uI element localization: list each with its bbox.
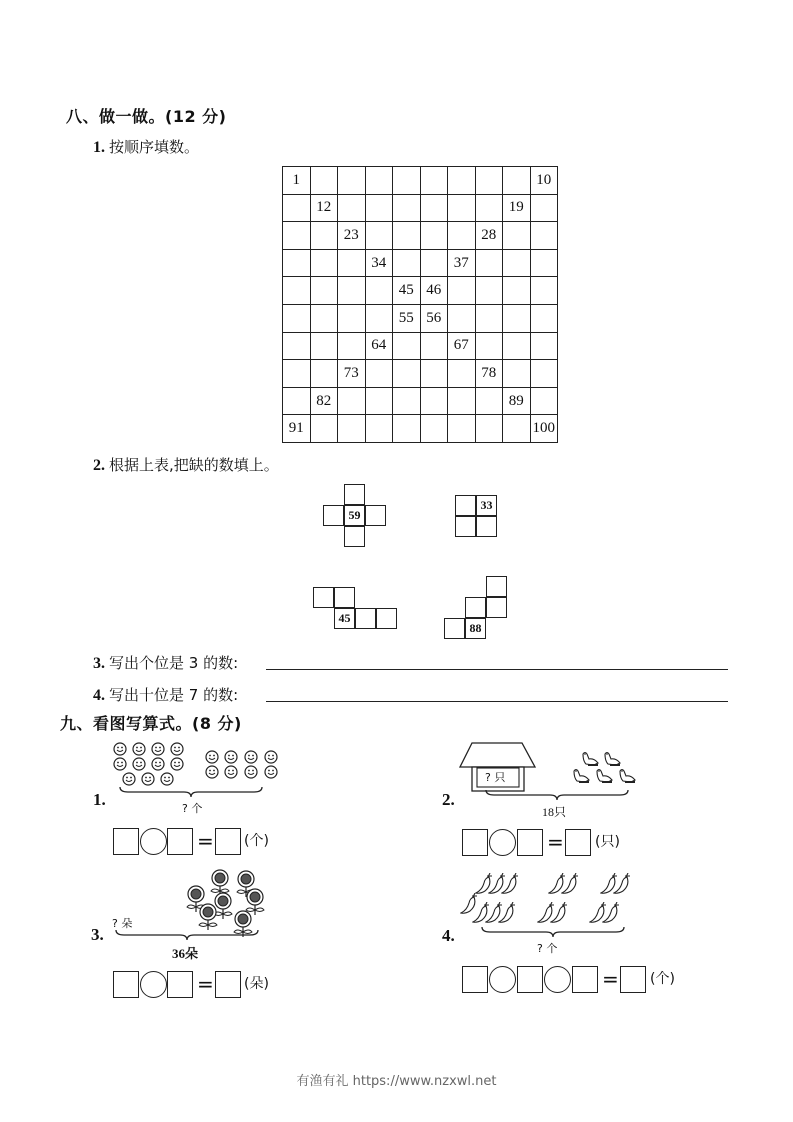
given-cell: 37 bbox=[448, 249, 476, 277]
smiley-icon bbox=[132, 742, 146, 756]
question-text: 写出个位是 3 的数: bbox=[109, 654, 239, 672]
answer-cell[interactable] bbox=[338, 167, 366, 195]
answer-cell[interactable] bbox=[475, 194, 503, 222]
chart-row bbox=[283, 194, 558, 222]
answer-cell[interactable] bbox=[465, 597, 486, 618]
answer-cell[interactable] bbox=[420, 360, 448, 388]
answer-box[interactable] bbox=[215, 828, 241, 855]
smiley-icon bbox=[151, 742, 165, 756]
answer-cell[interactable] bbox=[338, 194, 366, 222]
answer-cell[interactable] bbox=[475, 415, 503, 443]
answer-cell[interactable] bbox=[283, 277, 311, 305]
given-cell: 88 bbox=[465, 618, 486, 639]
answer-cell[interactable] bbox=[503, 360, 531, 388]
answer-cell[interactable] bbox=[503, 222, 531, 250]
answer-cell[interactable] bbox=[503, 415, 531, 443]
answer-cell[interactable] bbox=[475, 332, 503, 360]
answer-cell[interactable] bbox=[448, 415, 476, 443]
chart-row bbox=[283, 387, 558, 415]
given-cell: 59 bbox=[344, 505, 365, 526]
unknown-label: ? 个 bbox=[537, 942, 558, 955]
answer-cell[interactable] bbox=[503, 304, 531, 332]
answer-cell[interactable] bbox=[486, 597, 507, 618]
chart-row bbox=[283, 360, 558, 388]
unknown-label: ? 个 bbox=[182, 802, 203, 815]
given-cell: 28 bbox=[475, 222, 503, 250]
bird-icon bbox=[594, 768, 614, 784]
smiley-icon bbox=[170, 757, 184, 771]
answer-cell[interactable] bbox=[338, 332, 366, 360]
answer-cell[interactable] bbox=[448, 222, 476, 250]
operator-circle[interactable] bbox=[489, 966, 516, 993]
brace-icon bbox=[118, 786, 264, 798]
unknown-label: ? 朵 bbox=[112, 917, 133, 930]
smiley-icon bbox=[160, 772, 174, 786]
answer-cell[interactable] bbox=[530, 304, 558, 332]
answer-cell[interactable] bbox=[283, 222, 311, 250]
chart-row bbox=[283, 332, 558, 360]
chart-row bbox=[283, 222, 558, 250]
answer-cell[interactable] bbox=[365, 277, 393, 305]
given-cell: 34 bbox=[365, 249, 393, 277]
chart-row bbox=[283, 304, 558, 332]
answer-cell[interactable] bbox=[338, 415, 366, 443]
answer-cell[interactable] bbox=[475, 277, 503, 305]
pepper-icon bbox=[561, 873, 581, 895]
answer-cell[interactable] bbox=[503, 249, 531, 277]
chart-row bbox=[283, 167, 558, 195]
answer-cell[interactable] bbox=[475, 387, 503, 415]
pepper-icon bbox=[498, 902, 518, 924]
smiley-icon bbox=[205, 750, 219, 764]
answer-cell[interactable] bbox=[338, 277, 366, 305]
answer-cell[interactable] bbox=[475, 167, 503, 195]
answer-box[interactable] bbox=[167, 971, 193, 998]
total-label: 18只 bbox=[542, 805, 567, 819]
answer-cell[interactable] bbox=[393, 222, 421, 250]
answer-cell[interactable] bbox=[283, 332, 311, 360]
smiley-icon bbox=[205, 765, 219, 779]
given-cell: 56 bbox=[420, 304, 448, 332]
smiley-icon bbox=[151, 757, 165, 771]
given-cell: 10 bbox=[530, 167, 558, 195]
answer-cell[interactable] bbox=[448, 194, 476, 222]
given-cell: 67 bbox=[448, 332, 476, 360]
given-cell: 73 bbox=[338, 360, 366, 388]
answer-cell[interactable] bbox=[355, 608, 376, 629]
brace-icon bbox=[484, 789, 630, 801]
answer-cell[interactable] bbox=[393, 415, 421, 443]
question-2 bbox=[93, 454, 279, 475]
question-text: 按顺序填数。 bbox=[109, 138, 200, 156]
pepper-icon bbox=[613, 873, 633, 895]
answer-cell[interactable] bbox=[448, 167, 476, 195]
smiley-icon bbox=[224, 750, 238, 764]
unit-label: (只) bbox=[595, 834, 620, 850]
answer-cell[interactable] bbox=[420, 332, 448, 360]
answer-cell[interactable] bbox=[334, 587, 355, 608]
smiley-icon bbox=[224, 765, 238, 779]
answer-cell[interactable] bbox=[365, 304, 393, 332]
answer-cell[interactable] bbox=[310, 360, 338, 388]
given-cell: 19 bbox=[503, 194, 531, 222]
question-text: 根据上表,把缺的数填上。 bbox=[109, 456, 279, 474]
answer-cell[interactable] bbox=[455, 516, 476, 537]
given-cell: 23 bbox=[338, 222, 366, 250]
answer-cell[interactable] bbox=[530, 332, 558, 360]
answer-cell[interactable] bbox=[393, 360, 421, 388]
flower-icon bbox=[197, 903, 219, 931]
answer-cell[interactable] bbox=[393, 387, 421, 415]
answer-line-4[interactable] bbox=[266, 701, 728, 702]
smiley-icon bbox=[113, 757, 127, 771]
answer-cell[interactable] bbox=[310, 167, 338, 195]
given-cell: 45 bbox=[334, 608, 355, 629]
problem-number: 3. bbox=[91, 925, 104, 944]
answer-cell[interactable] bbox=[420, 167, 448, 195]
given-cell: 1 bbox=[283, 167, 311, 195]
question-3 bbox=[93, 652, 238, 673]
smiley-icon bbox=[132, 757, 146, 771]
question-number: 2. bbox=[93, 457, 105, 474]
question-1 bbox=[93, 136, 199, 157]
given-cell: 91 bbox=[283, 415, 311, 443]
given-cell: 55 bbox=[393, 304, 421, 332]
unit-label: (个) bbox=[650, 971, 675, 987]
operator-circle[interactable] bbox=[140, 971, 167, 998]
question-number: 4. bbox=[93, 687, 105, 704]
answer-cell[interactable] bbox=[310, 415, 338, 443]
answer-box[interactable] bbox=[565, 829, 591, 856]
answer-box[interactable] bbox=[462, 966, 488, 993]
answer-cell[interactable] bbox=[376, 608, 397, 629]
answer-cell[interactable] bbox=[310, 304, 338, 332]
footer-watermark: 有渔有礼 https://www.nzxwl.net bbox=[296, 1074, 497, 1089]
bird-icon bbox=[571, 768, 591, 784]
smiley-icon bbox=[141, 772, 155, 786]
answer-box[interactable] bbox=[620, 966, 646, 993]
answer-box[interactable] bbox=[113, 828, 139, 855]
given-cell: 78 bbox=[475, 360, 503, 388]
house-icon bbox=[458, 741, 538, 793]
brace-icon bbox=[114, 929, 260, 941]
answer-cell[interactable] bbox=[530, 194, 558, 222]
answer-cell[interactable] bbox=[448, 360, 476, 388]
equals-sign: = bbox=[197, 829, 214, 853]
answer-cell[interactable] bbox=[475, 249, 503, 277]
pepper-icon bbox=[602, 902, 622, 924]
answer-cell[interactable] bbox=[365, 415, 393, 443]
question-number: 1. bbox=[93, 139, 105, 156]
equals-sign: = bbox=[602, 967, 619, 991]
given-cell: 45 bbox=[393, 277, 421, 305]
answer-cell[interactable] bbox=[420, 387, 448, 415]
answer-cell[interactable] bbox=[310, 277, 338, 305]
smiley-icon bbox=[170, 742, 184, 756]
answer-cell[interactable] bbox=[503, 277, 531, 305]
question-number: 3. bbox=[93, 655, 105, 672]
answer-cell[interactable] bbox=[393, 332, 421, 360]
answer-cell[interactable] bbox=[323, 505, 344, 526]
answer-cell[interactable] bbox=[444, 618, 465, 639]
total-label: 36朵 bbox=[172, 946, 199, 961]
answer-cell[interactable] bbox=[310, 222, 338, 250]
answer-cell[interactable] bbox=[283, 249, 311, 277]
answer-cell[interactable] bbox=[365, 505, 386, 526]
answer-cell[interactable] bbox=[338, 249, 366, 277]
answer-cell[interactable] bbox=[420, 249, 448, 277]
answer-cell[interactable] bbox=[344, 484, 365, 505]
section-8-title: 八、做一做。(12 分) bbox=[66, 107, 227, 126]
smiley-icon bbox=[244, 750, 258, 764]
answer-cell[interactable] bbox=[503, 332, 531, 360]
answer-cell[interactable] bbox=[283, 304, 311, 332]
given-cell: 12 bbox=[310, 194, 338, 222]
answer-cell[interactable] bbox=[393, 194, 421, 222]
pepper-icon bbox=[550, 902, 570, 924]
answer-cell[interactable] bbox=[448, 304, 476, 332]
answer-cell[interactable] bbox=[530, 277, 558, 305]
answer-cell[interactable] bbox=[393, 249, 421, 277]
answer-box[interactable] bbox=[167, 828, 193, 855]
smiley-icon bbox=[264, 750, 278, 764]
answer-cell[interactable] bbox=[503, 167, 531, 195]
answer-box[interactable] bbox=[517, 966, 543, 993]
answer-cell[interactable] bbox=[283, 387, 311, 415]
answer-cell[interactable] bbox=[365, 194, 393, 222]
answer-cell[interactable] bbox=[283, 360, 311, 388]
answer-cell[interactable] bbox=[530, 360, 558, 388]
answer-line-3[interactable] bbox=[266, 669, 728, 670]
smiley-icon bbox=[122, 772, 136, 786]
equals-sign: = bbox=[547, 830, 564, 854]
answer-cell[interactable] bbox=[530, 387, 558, 415]
question-4 bbox=[93, 684, 238, 705]
given-cell: 89 bbox=[503, 387, 531, 415]
smiley-icon bbox=[264, 765, 278, 779]
answer-cell[interactable] bbox=[448, 277, 476, 305]
given-cell: 46 bbox=[420, 277, 448, 305]
bird-icon bbox=[617, 768, 637, 784]
question-text: 写出十位是 7 的数: bbox=[109, 686, 239, 704]
answer-cell[interactable] bbox=[530, 249, 558, 277]
answer-box[interactable] bbox=[517, 829, 543, 856]
operator-circle[interactable] bbox=[489, 829, 516, 856]
answer-cell[interactable] bbox=[338, 387, 366, 415]
unit-label: (朵) bbox=[244, 976, 269, 992]
chart-row bbox=[283, 415, 558, 443]
answer-cell[interactable] bbox=[310, 249, 338, 277]
answer-box[interactable] bbox=[113, 971, 139, 998]
answer-cell[interactable] bbox=[486, 576, 507, 597]
answer-cell[interactable] bbox=[365, 387, 393, 415]
answer-box[interactable] bbox=[462, 829, 488, 856]
operator-circle[interactable] bbox=[544, 966, 571, 993]
section-9-title: 九、看图写算式。(8 分) bbox=[60, 714, 242, 733]
given-cell: 82 bbox=[310, 387, 338, 415]
answer-cell[interactable] bbox=[313, 587, 334, 608]
smiley-icon bbox=[113, 742, 127, 756]
answer-cell[interactable] bbox=[420, 194, 448, 222]
bird-icon bbox=[602, 751, 622, 767]
answer-cell[interactable] bbox=[344, 526, 365, 547]
answer-box[interactable] bbox=[572, 966, 598, 993]
chart-row bbox=[283, 277, 558, 305]
answer-box[interactable] bbox=[215, 971, 241, 998]
brace-icon bbox=[480, 926, 626, 938]
bird-icon bbox=[580, 751, 600, 767]
chart-row bbox=[283, 249, 558, 277]
answer-cell[interactable] bbox=[365, 360, 393, 388]
house-label: ? 只 bbox=[485, 771, 506, 784]
given-cell: 33 bbox=[476, 495, 497, 516]
equals-sign: = bbox=[197, 972, 214, 996]
answer-cell[interactable] bbox=[476, 516, 497, 537]
answer-cell[interactable] bbox=[310, 332, 338, 360]
answer-cell[interactable] bbox=[283, 194, 311, 222]
smiley-icon bbox=[244, 765, 258, 779]
answer-cell[interactable] bbox=[475, 304, 503, 332]
answer-cell[interactable] bbox=[448, 387, 476, 415]
problem-number: 1. bbox=[93, 790, 106, 809]
answer-cell[interactable] bbox=[365, 167, 393, 195]
hundred-chart bbox=[282, 166, 558, 443]
answer-cell[interactable] bbox=[420, 415, 448, 443]
given-cell: 100 bbox=[530, 415, 558, 443]
answer-cell[interactable] bbox=[365, 222, 393, 250]
operator-circle[interactable] bbox=[140, 828, 167, 855]
pepper-icon bbox=[501, 873, 521, 895]
answer-cell[interactable] bbox=[420, 222, 448, 250]
unit-label: (个) bbox=[244, 833, 269, 849]
problem-number: 2. bbox=[442, 790, 455, 809]
answer-cell[interactable] bbox=[530, 222, 558, 250]
answer-cell[interactable] bbox=[455, 495, 476, 516]
problem-number: 4. bbox=[442, 926, 455, 945]
answer-cell[interactable] bbox=[393, 167, 421, 195]
given-cell: 64 bbox=[365, 332, 393, 360]
answer-cell[interactable] bbox=[338, 304, 366, 332]
